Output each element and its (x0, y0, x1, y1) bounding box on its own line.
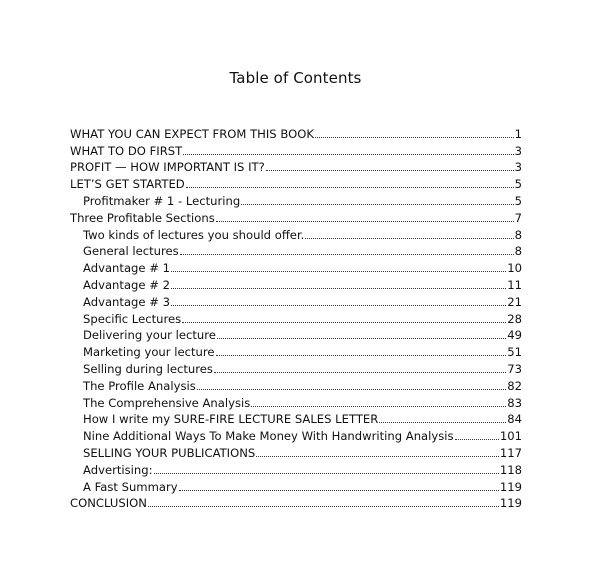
toc-entry-page-number: 83 (507, 395, 522, 410)
dot-leader (455, 439, 499, 440)
toc-entry-label: Advantage # 1 (83, 261, 171, 276)
dot-leader (305, 238, 513, 239)
dot-leader (179, 490, 499, 491)
toc-list (70, 124, 522, 510)
dot-leader (217, 338, 506, 339)
toc-entry-page-number: 11 (507, 277, 522, 292)
toc-entry-page-number: 10 (507, 261, 522, 276)
toc-entry-page-number: 51 (507, 345, 522, 360)
toc-entry (70, 359, 522, 376)
toc-entry-label: Delivering your lecture (83, 328, 216, 343)
toc-entry-label: Selling during lectures (83, 361, 213, 376)
dot-leader (186, 187, 514, 188)
toc-entry-label: Three Profitable Sections (70, 210, 215, 225)
dot-leader (197, 389, 506, 390)
toc-entry-page-number: 8 (514, 227, 522, 242)
dot-leader (171, 271, 506, 272)
toc-entry-label: Marketing your lecture (83, 345, 215, 360)
toc-entry-label: Two kinds of lectures you should offer. (83, 227, 305, 242)
toc-entry (70, 376, 522, 393)
toc-entry-page-number: 73 (507, 361, 522, 376)
dot-leader (315, 137, 514, 138)
toc-entry-page-number: 3 (514, 160, 522, 175)
toc-entry-page-number: 119 (499, 496, 522, 511)
toc-entry (70, 208, 522, 225)
toc-entry-label: Nine Additional Ways To Make Money With Handwriting Analysis (83, 429, 454, 444)
toc-entry-page-number: 119 (499, 479, 522, 494)
toc-entry (70, 393, 522, 410)
dot-leader (183, 154, 513, 155)
dot-leader (182, 322, 506, 323)
toc-entry-label: CONCLUSION (70, 496, 147, 511)
toc-entry-label: SELLING YOUR PUBLICATIONS (83, 445, 256, 460)
toc-entry (70, 174, 522, 191)
dot-leader (379, 422, 506, 423)
dot-leader (171, 288, 506, 289)
toc-entry (70, 258, 522, 275)
toc-entry (70, 191, 522, 208)
toc-entry (70, 477, 522, 494)
toc-entry-page-number: 49 (507, 328, 522, 343)
toc-entry-label: The Profile Analysis (83, 378, 196, 393)
toc-entry-label: A Fast Summary (83, 479, 178, 494)
dot-leader (148, 506, 499, 507)
dot-leader (266, 170, 514, 171)
dot-leader (154, 473, 499, 474)
toc-entry (70, 494, 522, 511)
toc-entry-page-number: 28 (507, 311, 522, 326)
toc-entry-page-number: 84 (507, 412, 522, 427)
toc-entry-label: Advantage # 2 (83, 277, 171, 292)
toc-entry-label: General lectures (83, 244, 179, 259)
dot-leader (171, 305, 506, 306)
toc-entry-page-number: 82 (507, 378, 522, 393)
toc-entry-label: Advertising: (83, 462, 153, 477)
toc-entry (70, 426, 522, 443)
toc-entry (70, 225, 522, 242)
toc-entry-label: Advantage # 3 (83, 294, 171, 309)
toc-entry-page-number: 117 (499, 445, 522, 460)
toc-entry-page-number: 3 (514, 143, 522, 158)
dot-leader (216, 221, 514, 222)
toc-entry-page-number: 1 (514, 126, 522, 141)
dot-leader (251, 406, 506, 407)
toc-entry-label: WHAT TO DO FIRST (70, 143, 183, 158)
toc-entry-label: Specific Lectures (83, 311, 182, 326)
toc-entry (70, 158, 522, 175)
toc-entry-label: WHAT YOU CAN EXPECT FROM THIS BOOK (70, 126, 314, 141)
toc-entry-label: How I write my SURE-FIRE LECTURE SALES LETTER (83, 412, 379, 427)
toc-entry-page-number: 118 (499, 462, 522, 477)
toc-entry-label: PROFIT — HOW IMPORTANT IS IT? (70, 160, 265, 175)
toc-entry (70, 410, 522, 427)
toc-entry (70, 292, 522, 309)
toc-entry (70, 275, 522, 292)
toc-entry-label: LET’S GET STARTED (70, 177, 185, 192)
toc-entry-page-number: 5 (514, 193, 522, 208)
toc-entry-label: Profitmaker # 1 - Lecturing (83, 193, 241, 208)
dot-leader (214, 372, 506, 373)
toc-entry (70, 141, 522, 158)
toc-entry-label: The Comprehensive Analysis (83, 395, 251, 410)
page-title: Table of Contents (229, 69, 362, 87)
toc-entry (70, 124, 522, 141)
toc-entry (70, 342, 522, 359)
toc-entry (70, 443, 522, 460)
toc-entry-page-number: 21 (507, 294, 522, 309)
toc-entry-page-number: 5 (514, 177, 522, 192)
toc-entry (70, 309, 522, 326)
toc-entry-page-number: 7 (514, 210, 522, 225)
dot-leader (241, 204, 513, 205)
toc-entry-page-number: 101 (499, 429, 522, 444)
toc-entry (70, 242, 522, 259)
dot-leader (180, 254, 514, 255)
dot-leader (256, 456, 499, 457)
dot-leader (216, 355, 507, 356)
toc-entry (70, 326, 522, 343)
toc-entry (70, 460, 522, 477)
toc-entry-page-number: 8 (514, 244, 522, 259)
